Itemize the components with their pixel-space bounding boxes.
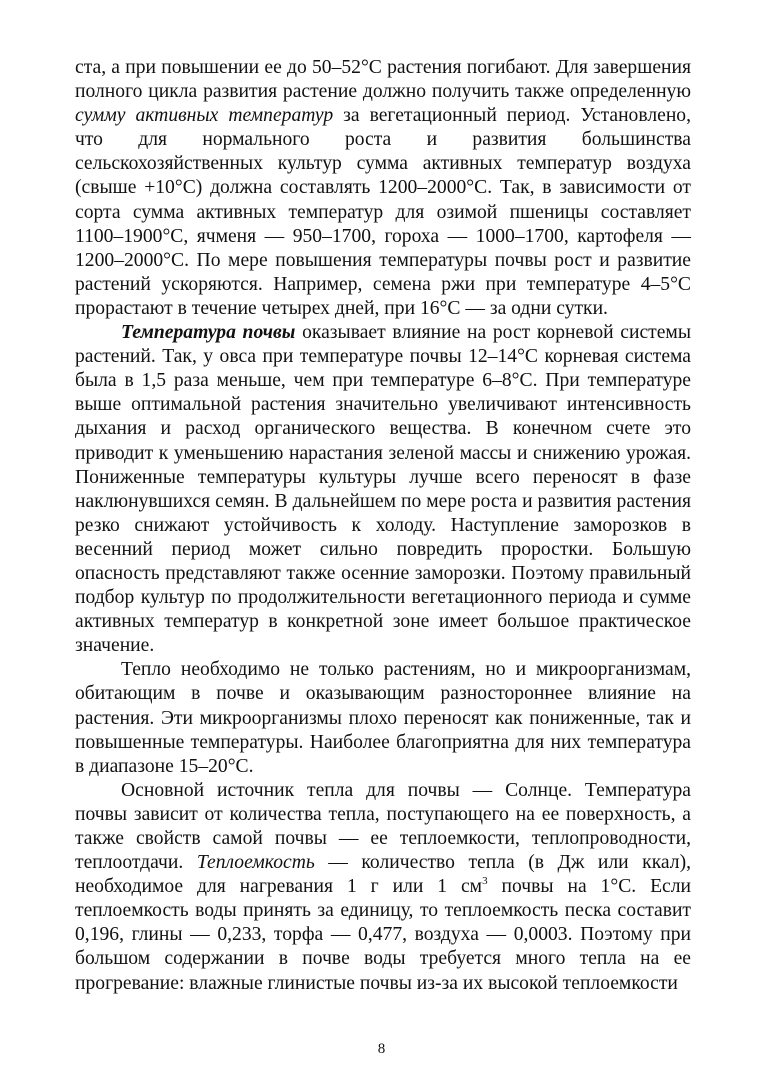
paragraph-4-text-b: — количество тепла (в Дж или ккал), необходимое для нагревания 1 г или 1 см [75,852,691,898]
cubic-superscript: 3 [482,875,488,888]
paragraph-microorganisms [75,658,691,778]
paragraph-soil-temperature [75,321,691,658]
paragraph-4-text-a: Основной источник тепла для почвы — Солнце. Температура почвы зависит от количества тепла, поступающего на ее поверхность, а также свойств самой почвы — ее теплоемкости, теплопроводности, теплоотдачи. [75,779,691,874]
page-body [75,56,691,996]
term-heat-capacity: Теплоемкость [196,852,315,874]
paragraph-4-text-c: почвы на 1°С. Если теплоемкость воды принять за единицу, то теплоемкость песка составит 0,196, глины — 0,233, торфа — 0,477, воздуха — 0,0003. Поэтому при большом содержании в почве воды требуется много тепла на ее прогревание: влажные глинистые почвы из-за их высокой теплоемкости [75,876,692,994]
paragraph-1-text-a: ста, а при повышении ее до 50–52°С растения погибают. Для завершения полного цикла развития растение должно получить также определенную [75,57,691,103]
paragraph-heat-capacity [75,779,691,996]
paragraph-2-text: оказывает влияние на рост корневой системы растений. Так, у овса при температуре почвы 12–14°С корневая система была в 1,5 раза меньше, чем при температуре 6–8°С. При температуре выше оптимальной растения значительно увеличивают интенсивность дыхания и расход органического вещества. В конечном счете это приводит к уменьшению нарастания зеленой массы и снижению урожая. Пониженные температуры культуры лучше всего переносят в фазе наклюнувшихся семян. В дальнейшем по мере роста и развития растения резко снижают устойчивость к холоду. Наступление заморозков в весенний период может сильно повредить проростки. Большую опасность представляют также осенние заморозки. Поэтому правильный подбор культур по продолжительности вегетационного периода и сумме активных температур в конкретной зоне имеет большое практическое значение. [75,322,691,657]
term-sum-active-temperatures: сумму активных температур [75,105,334,127]
paragraph-3-text: Тепло необходимо не только растениям, но и микроорганизмам, обитающим в почве и оказывающим разностороннее влияние на растения. Эти микроорганизмы плохо переносят как пониженные, так и повышенные температуры. Наиболее благоприятна для них температура в диапазоне 15–20°С. [75,659,691,777]
page-number: 8 [377,1041,386,1057]
paragraph-continuation [75,56,691,321]
term-soil-temperature: Температура почвы [121,322,296,344]
paragraph-1-text-b: за вегетационный период. Установлено, что для нормального роста и развития большинства сельскохозяйственных культур сумма активных температур воздуха (свыше +10°С) должна составлять 1200–2000°С. Так, в зависимости от сорта сумма активных температур для озимой пшеницы составляет 1100–1900°С, ячменя — 950–1700, гороха — 1000–1700, картофеля — 1200–2000°С. По мере повышения температуры почвы рост и развитие растений ускоряются. Например, семена ржи при температуре 4–5°С прорастают в течение четырех дней, при 16°С — за одни сутки. [75,105,692,319]
